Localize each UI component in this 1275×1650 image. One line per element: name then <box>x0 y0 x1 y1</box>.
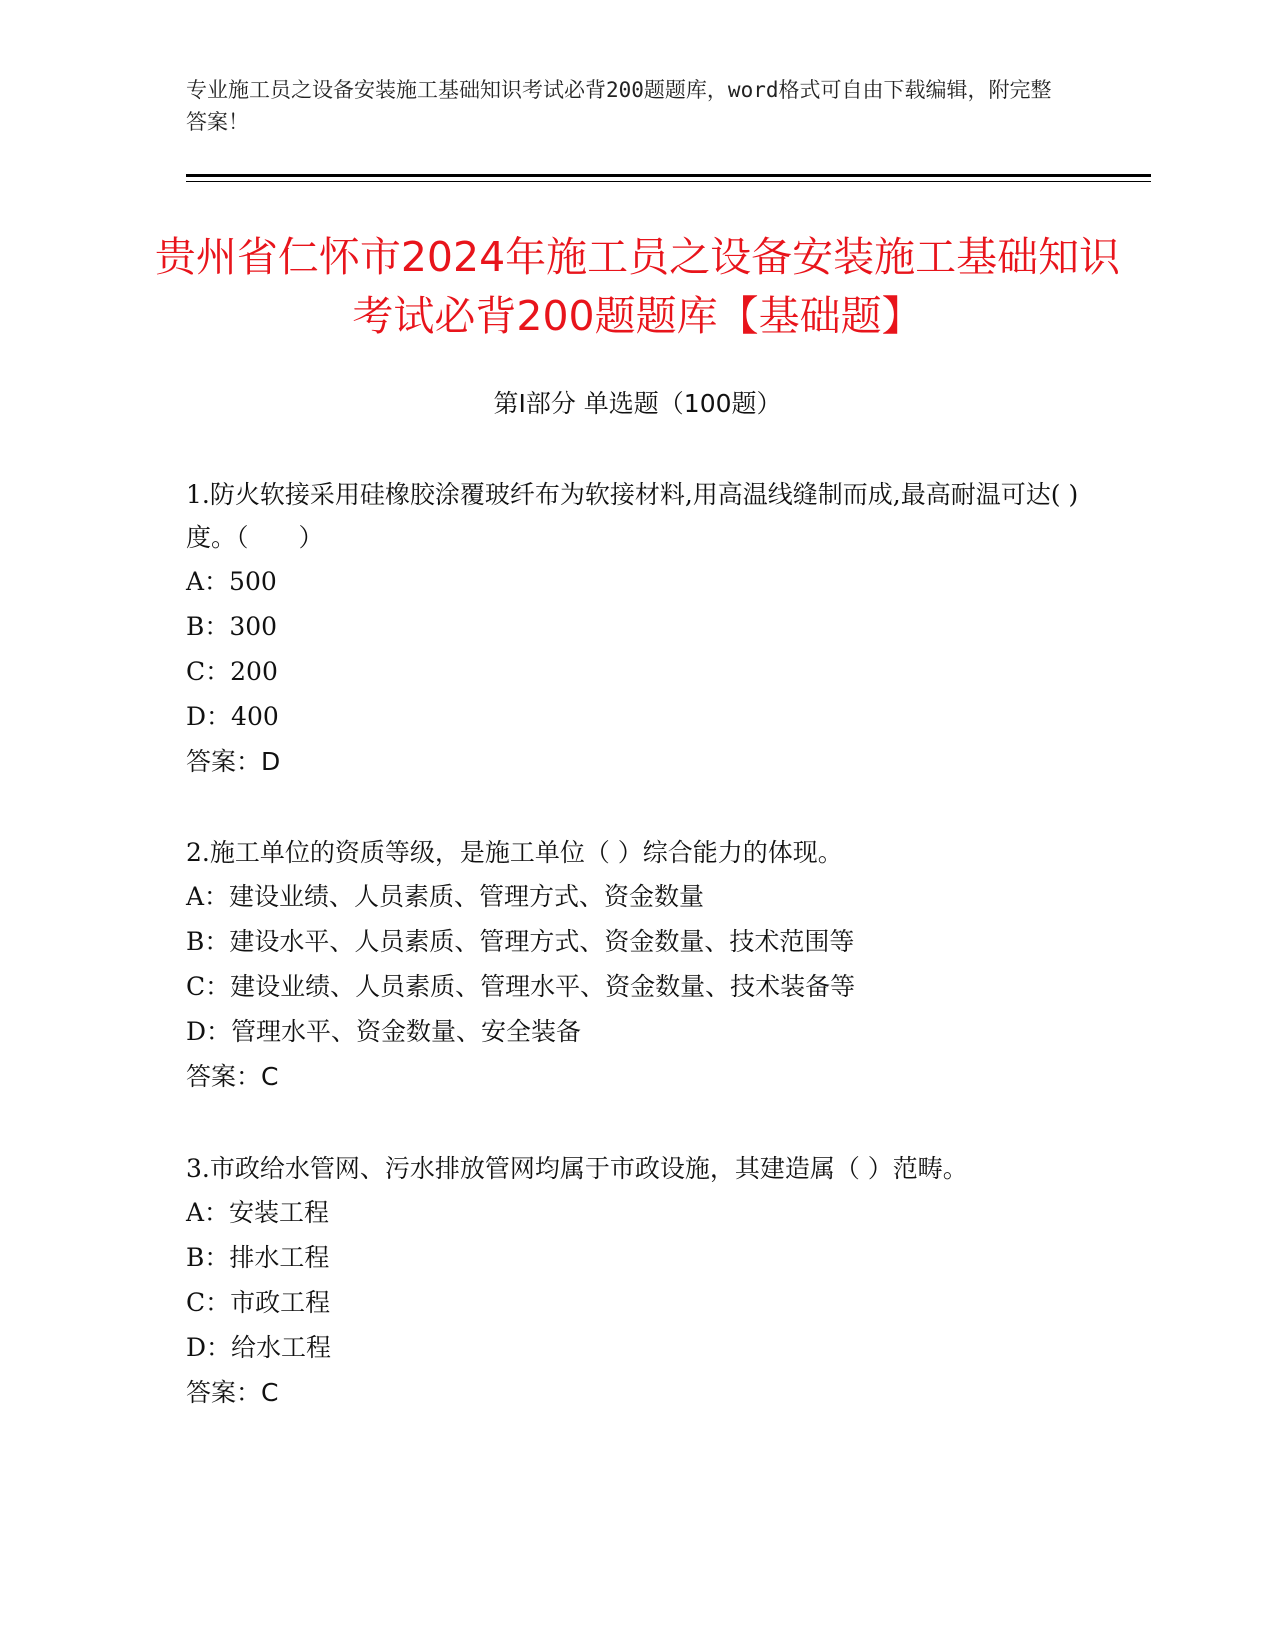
header-note: 专业施工员之设备安装施工基础知识考试必背200题题库，word格式可自由下载编辑，附完整答案！ <box>186 78 1052 134</box>
option-d: D：400 <box>186 702 279 731</box>
option-a: A：建设业绩、人员素质、管理方式、资金数量 <box>186 882 705 911</box>
document-title: 贵州省仁怀市2024年施工员之设备安装施工基础知识考试必背200题题库【基础题】 <box>154 233 1121 340</box>
question-stem: 2.施工单位的资质等级，是施工单位（ ）综合能力的体现。 <box>186 838 843 867</box>
answer: 答案：C <box>186 1378 279 1407</box>
header-rule-thick <box>186 174 1151 177</box>
question-stem: 1.防火软接采用硅橡胶涂覆玻纤布为软接材料,用高温线缝制而成,最高耐温可达( )度。（ ） <box>186 480 1079 552</box>
option-c: C：建设业绩、人员素质、管理水平、资金数量、技术装备等 <box>186 972 856 1001</box>
question-stem: 3.市政给水管网、污水排放管网均属于市政设施，其建造属（ ）范畴。 <box>186 1154 968 1183</box>
question-3 <box>186 1147 1086 1415</box>
question-2 <box>186 831 1086 1099</box>
option-d: D：给水工程 <box>186 1333 332 1362</box>
answer: 答案：D <box>186 747 281 776</box>
option-d: D：管理水平、资金数量、安全装备 <box>186 1017 582 1046</box>
question-1 <box>186 473 1086 784</box>
header-rule-thin <box>186 181 1151 182</box>
answer: 答案：C <box>186 1062 279 1091</box>
option-b: B：建设水平、人员素质、管理方式、资金数量、技术范围等 <box>186 927 855 956</box>
section-title: 第I部分 单选题（100题） <box>493 389 782 418</box>
option-b: B：300 <box>186 612 278 641</box>
option-a: A：安装工程 <box>186 1198 330 1227</box>
option-c: C：200 <box>186 657 278 686</box>
option-a: A：500 <box>186 567 277 596</box>
option-b: B：排水工程 <box>186 1243 330 1272</box>
option-c: C：市政工程 <box>186 1288 331 1317</box>
